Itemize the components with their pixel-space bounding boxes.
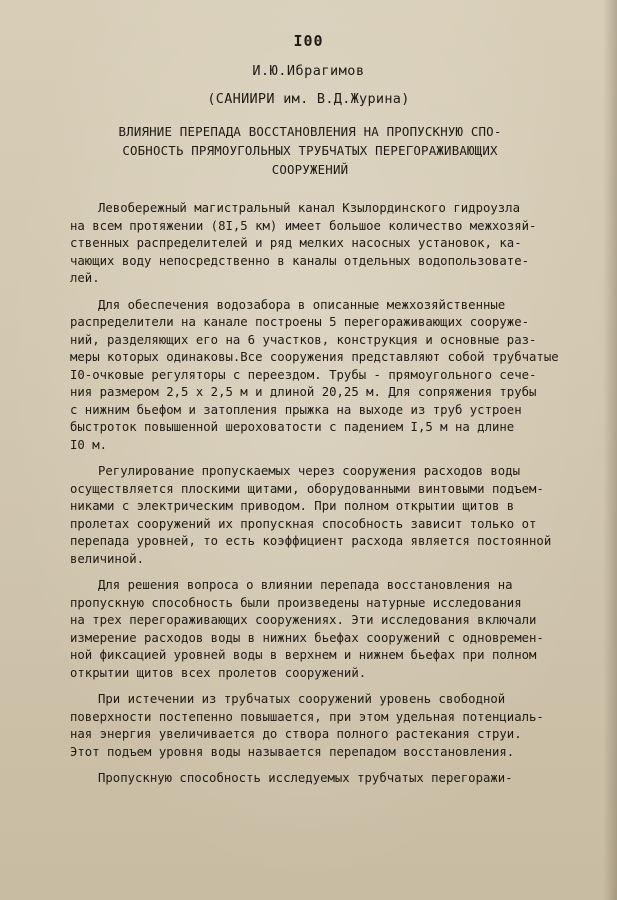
paragraph-line: быстроток повышенной шероховатости с падением I,5 м на длине (70, 420, 515, 434)
paragraph-line: I0 м. (70, 437, 108, 452)
paragraph-first-line: Регулирование пропускаемых через сооружения расходов воды (98, 464, 520, 478)
paragraph-line: лей. (70, 271, 100, 285)
paragraph-line: ная энергия увеличивается до створа полного растекания струи. (70, 727, 522, 741)
body-paragraph (70, 463, 590, 568)
paragraph-line: на трех перегораживающих сооружениях. Эти исследования включали (70, 613, 537, 627)
paragraph-line: с нижним бьефом и затопления прыжка на выходе из труб устроен (70, 402, 522, 417)
paragraph-line: I0-очковые регуляторы с переездом. Трубы - прямоугольного сече- (70, 367, 537, 382)
paragraph-line: ний, разделяющих его на 6 участков, конструкция и основные раз- (70, 332, 537, 347)
paragraph-line: величиной. (70, 551, 145, 566)
paragraph-line: ственных распределителей и ряд мелких насосных установок, ка- (70, 236, 522, 250)
author-affiliation: (САНИИРИ им. В.Д.Журина) (207, 91, 410, 107)
paragraph-line: ной фиксацией уровней воды в верхнем и нижнем бьефах при полном (70, 648, 537, 662)
page-number: I00 (293, 32, 324, 50)
paragraph-first-line: При истечении из трубчатых сооружений уровень свободной (98, 692, 506, 706)
title-line: СОБНОСТЬ ПРЯМОУГОЛЬНЫХ ТРУБЧАТЫХ ПЕРЕГОРАЖИВАЮЩИХ (122, 143, 498, 158)
paragraph-first-line: Для обеспечения водозабора в описанные межхозяйственные (98, 297, 506, 312)
body-paragraph (70, 577, 590, 682)
paragraph-line: Этот подъем уровня воды называется перепадом восстановления. (70, 744, 515, 759)
article-body (70, 200, 590, 797)
paragraph-line: ния размером 2,5 х 2,5 м и длиной 20,25 м. Для сопряжения трубы (70, 385, 537, 399)
paragraph-line: осуществляется плоскими щитами, оборудованными винтовыми подъем- (70, 481, 544, 496)
paragraph-line: распределители на канале построены 5 перегораживающих сооруже- (70, 315, 530, 329)
article-title (60, 122, 560, 179)
paragraph-line: поверхности постепенно повышается, при этом удельная потенциаль- (70, 709, 544, 724)
paragraph-first-line: Для решения вопроса о влиянии перепада восстановления на (98, 578, 513, 592)
paragraph-line: измерение расходов воды в нижних бьефах сооружений с одновремен- (70, 630, 544, 645)
paragraph-line: перепада уровней, то есть коэффициент расхода является постоянной (70, 534, 552, 548)
title-line: ВЛИЯНИЕ ПЕРЕПАДА ВОССТАНОВЛЕНИЯ НА ПРОПУСКНУЮ СПО- (118, 124, 502, 139)
paragraph-line: на всем протяжении (8I,5 км) имеет большое количество межхозяй- (70, 218, 537, 233)
page-edge-shadow (603, 0, 617, 900)
body-paragraph (70, 200, 590, 288)
paragraph-line: чающих воду непосредственно в каналы отдельных водопользовате- (70, 253, 530, 268)
paragraph-line: меры которых одинаковы.Все сооружения представляют собой трубчатые (70, 350, 559, 364)
paragraph-line: пропускную способность были произведены натурные исследования (70, 595, 522, 610)
author-name: И.Ю.Ибрагимов (252, 63, 365, 79)
body-paragraph (70, 297, 590, 455)
paragraph-line: открытии щитов всех пролетов сооружений. (70, 665, 367, 680)
body-paragraph (70, 691, 590, 761)
paragraph-line: никами с электрическим приводом. При полном открытии щитов в (70, 499, 515, 513)
paragraph-line: пролетах сооружений их пропускная способность зависит только от (70, 516, 537, 531)
paragraph-first-line: Пропускную способность исследуемых трубчатых перегоражи- (98, 771, 513, 785)
title-line: СООРУЖЕНИЙ (271, 162, 349, 177)
body-paragraph (70, 770, 590, 788)
paragraph-first-line: Левобережный магистральный канал Кзылординского гидроузла (98, 201, 520, 215)
